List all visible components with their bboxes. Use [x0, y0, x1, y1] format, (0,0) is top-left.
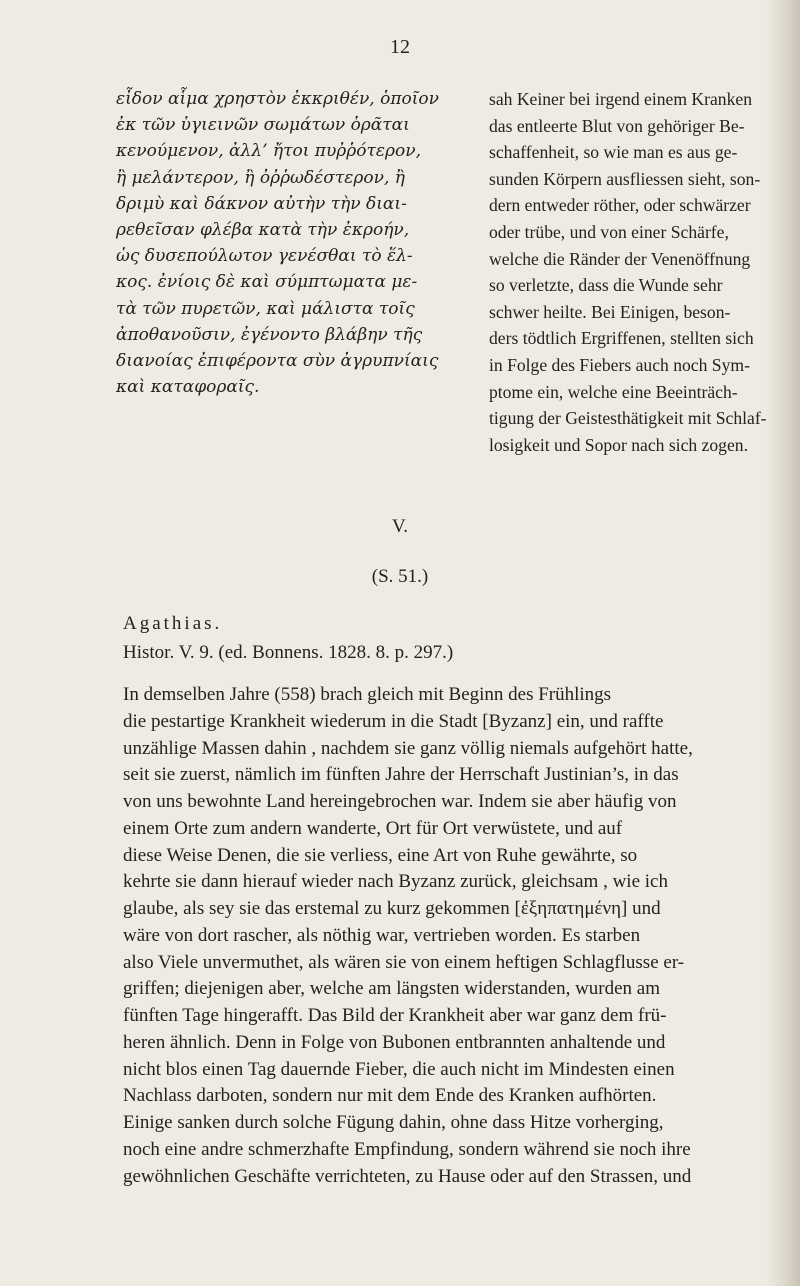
citation-line: Histor. V. 9. (ed. Bonnens. 1828. 8. p. 297.): [123, 642, 454, 663]
section-numeral: V.: [391, 516, 409, 537]
section-source-reference: (S. 51.): [371, 566, 429, 587]
page-number: 12: [390, 36, 410, 58]
body-paragraph: In demselben Jahre (558) brach gleich mit Beginn des Frühlings die pestartige Krankheit wiederum in die Stadt [Byzanz] ein, und raffte unzählige Massen dahin , nachdem sie ganz völlig niemals aufgehört hatte, seit sie zuerst, nämlich im fünften Jahre der Herrschaft Justinian’s, in das von uns bewohnte Land hereingebrochen war. Indem sie aber häufig von einem Orte zum andern wanderte, Ort für Ort verwüstete, und auf diese Weise Denen, die sie verliess, eine Art von Ruhe gewährte, so kehrte sie dann hierauf wieder nach Byzanz zurück, gleichsam , wie ich glaube, als sey sie das erstemal zu kurz gekommen [ἐξηπατημένη] und wäre von dort rascher, als nöthig war, vertrieben worden. Es starben also Viele unvermuthet, als wären sie von einem heftigen Schlagflusse er- griffen; diejenigen aber, welche am längsten widerstanden, wurden am fünften Tage hingerafft. Das Bild der Krankheit aber war ganz dem frü- heren ähnlich. Denn in Folge von Bubonen entbrannten anhaltende und nicht blos einen Tag dauernde Fieber, die auch nicht im Mindesten einen Nachlass darboten, sondern nur mit dem Ende des Kranken aufhörten. Einige sanken durch solche Fügung dahin, ohne dass Hitze vorherging, noch eine andre schmerzhafte Empfindung, sondern während sie noch ihre gewöhnlichen Geschäfte verrichteten, zu Hause oder auf den Strassen, und: [123, 684, 693, 1187]
greek-column-text: εἶδον αἷμα χρηστὸν ἐκκριθέν, ὁποῖον ἐκ τῶν ὑγιεινῶν σωμάτων ὁρᾶται κενούμενον, ἀλλ’ ἤτοι πυῤῥότερον, ἢ μελάντερον, ἢ ὀῤῥωδέστερον, ἢ δριμὺ καὶ δάκνον αὐτὴν τὴν διαι- ρεθεῖσαν φλέβα κατὰ τὴν ἐκροήν, ὡς δυσεπούλωτον γενέσθαι τὸ ἕλ- κος. ἐνίοις δὲ καὶ σύμπτωματα με- τὰ τῶν πυρετῶν, καὶ μάλιστα τοῖς ἀποθανοῦσιν, ἐγένοντο βλάβην τῆς διανοίας ἐπιφέροντα σὺν ἀγρυπνίαις καὶ καταφοραῖς.: [116, 89, 439, 398]
page-edge-shadow: [766, 0, 800, 1286]
german-column-text: sah Keiner bei irgend einem Kranken das entleerte Blut von gehöriger Be- schaffenheit, so wie man es aus ge- sunden Körpern ausfliessen sieht, son- dern entweder röther, oder schwärzer oder trübe, und von einer Schärfe, welche die Ränder der Venenöffnung so verletzte, dass die Wunde sehr schwer heilte. Bei Einigen, beson- ders tödtlich Ergriffenen, stellten sich in Folge des Fiebers auch noch Sym- ptome ein, welche eine Beeinträch- tigung der Geistesthätigkeit mit Schlaf- losigkeit und Sopor nach sich zogen.: [489, 89, 767, 455]
author-heading: Agathias.: [123, 613, 223, 634]
